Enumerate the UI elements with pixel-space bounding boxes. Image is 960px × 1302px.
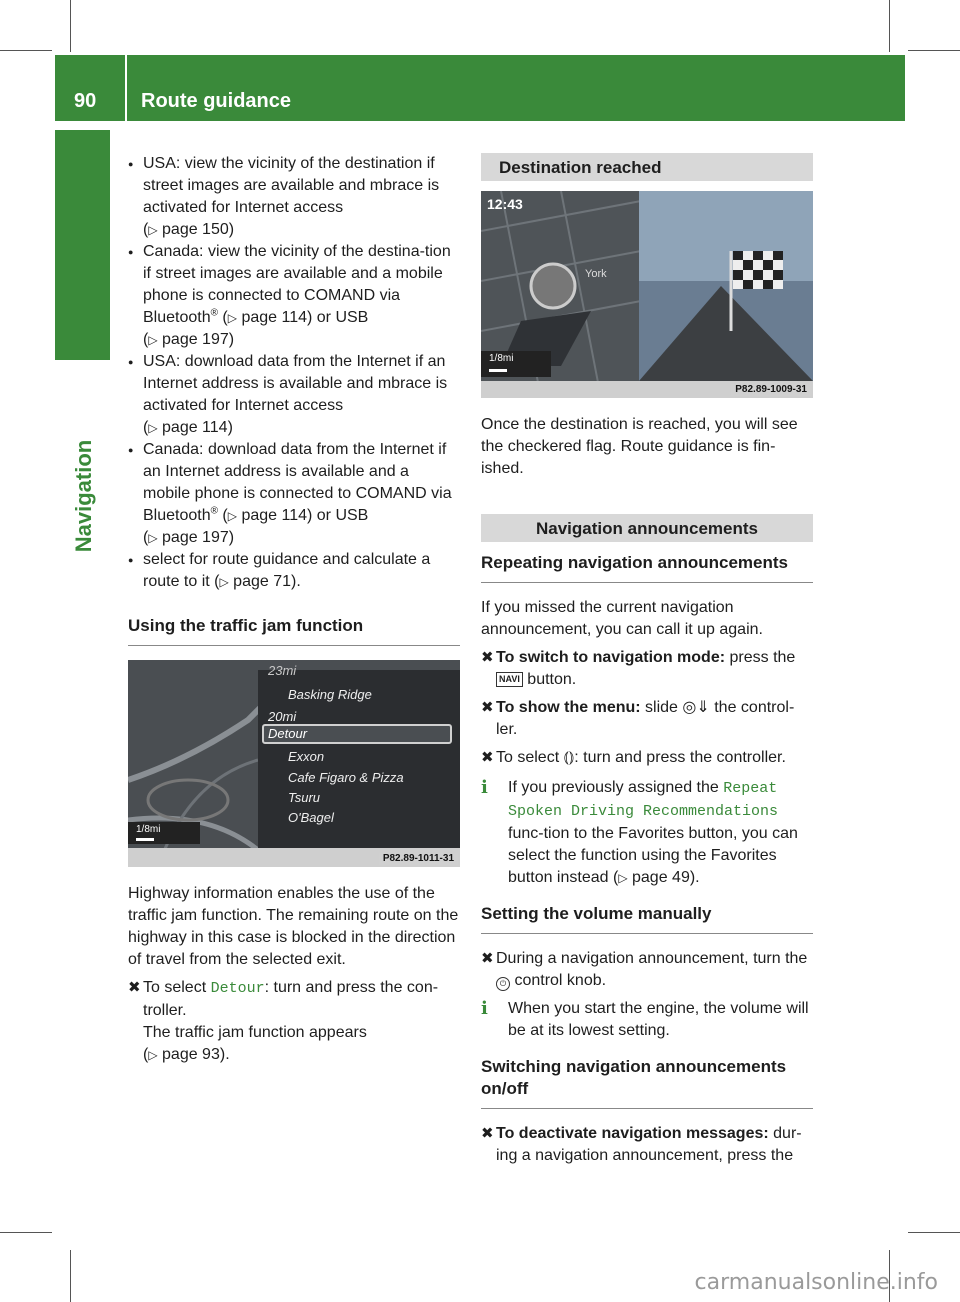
section-box-heading: Destination reached	[481, 153, 813, 181]
paragraph: Once the destination is reached, you will see the checkered flag. Route guidance is fin-ished.	[481, 416, 798, 477]
watermark: carmanualsonline.info	[694, 1270, 938, 1295]
crop-mark	[0, 50, 52, 51]
crop-mark	[889, 0, 890, 52]
step-arrow-icon: ✖	[481, 699, 494, 716]
clock: 12:43	[487, 196, 523, 212]
step-arrow-icon: ✖	[128, 979, 141, 996]
step-arrow-icon: ✖	[481, 649, 494, 666]
step-arrow-icon: ✖	[481, 1125, 494, 1142]
map-scale: 1/8mi	[136, 824, 161, 835]
chapter-label: Navigation	[71, 439, 96, 553]
instruction-step: ✖ To select Detour: turn and press the con-troller. The traffic jam function appears (▷ page 93).	[128, 979, 439, 1063]
instruction-step: ✖ To deactivate navigation messages: dur-ing a navigation announcement, press the	[481, 1125, 802, 1164]
menu-item[interactable]: O'Bagel	[288, 810, 334, 825]
list-item: ● Canada: download data from the Internet if an Internet address is available and a mobile phone is connected to COMAND via Bluetooth® (▷ page 114) or USB (▷ page 197)	[128, 439, 460, 549]
left-column	[128, 153, 460, 1066]
header-divider	[125, 55, 127, 121]
instruction-step: ✖ During a navigation announcement, turn the ⏻ control knob.	[481, 950, 808, 989]
controller-slide-icon: ◎⇓	[682, 699, 710, 716]
paragraph: Highway information enables the use of the traffic jam function. The remaining route on the highway in this case is blocked in the direction of travel from the selected exit.	[128, 885, 459, 968]
section-heading: Using the traffic jam function	[128, 615, 460, 646]
section-box-heading: Navigation announcements	[481, 514, 813, 542]
info-icon: i	[481, 998, 488, 1019]
destination-graphic	[481, 191, 813, 398]
instruction-step: ✖ To show the menu: slide ◎⇓ the control-ler.	[481, 699, 795, 738]
paragraph: If you missed the current navigation announcement, you can call it up again.	[481, 599, 763, 638]
map-scale: 1/8mi	[489, 353, 514, 364]
section-heading: Switching navigation announcements on/off	[481, 1056, 813, 1109]
navi-key-icon: NAVI	[496, 672, 523, 687]
crop-mark	[908, 50, 960, 51]
step-arrow-icon: ✖	[481, 749, 494, 766]
crop-mark	[70, 1250, 71, 1302]
step-arrow-icon: ✖	[481, 950, 494, 967]
section-heading: Repeating navigation announcements	[481, 552, 813, 583]
traffic-screen-image	[128, 660, 460, 867]
info-note: i If you previously assigned the Repeat Spoken Driving Recommendations func-tion to the Favorites button, you can select the function using the Favorites button instead (▷ page 49).	[481, 777, 798, 886]
page-title: Route guidance	[141, 90, 292, 112]
voice-output-icon: ⦅⦆	[563, 749, 575, 766]
menu-item-detour[interactable]: Detour	[262, 724, 452, 744]
menu-item[interactable]: Cafe Figaro & Pizza	[288, 770, 404, 785]
page-number: 90	[74, 90, 97, 112]
list-item: ● Canada: view the vicinity of the destina-tion if street images are available and a mobile phone is connected to COMAND via Bluetooth® (▷ page 114) or USB (▷ page 197)	[128, 241, 460, 351]
info-note: i When you start the engine, the volume will be at its lowest setting.	[481, 998, 809, 1039]
section-heading: Setting the volume manually	[481, 903, 813, 934]
menu-item[interactable]: Tsuru	[288, 790, 321, 805]
list-item: ● USA: download data from the Internet if an Internet address is available and mbrace is activated for Internet access (▷ page 114)	[128, 351, 460, 439]
crop-mark	[908, 1232, 960, 1233]
chapter-tab	[55, 130, 110, 360]
menu-item[interactable]: Basking Ridge	[288, 687, 372, 702]
instruction-step: ✖ To switch to navigation mode: press the NAVI button.	[481, 649, 796, 688]
info-icon: i	[481, 777, 488, 798]
destination-screen-image	[481, 191, 813, 398]
on-off-knob-icon: ⏻	[496, 977, 510, 991]
menu-item[interactable]: Exxon	[288, 749, 325, 764]
menu-item: 20mi	[268, 709, 297, 724]
distance-label: 23mi	[268, 663, 297, 678]
right-column	[481, 153, 813, 1167]
image-caption: P82.89-1009-31	[731, 384, 811, 396]
image-caption: P82.89-1011-31	[379, 853, 458, 865]
list-item: ● USA: view the vicinity of the destination if street images are available and mbrace is activated for Internet access (▷ page 150)	[128, 153, 460, 241]
map-label: York	[585, 268, 607, 280]
crop-mark	[0, 1232, 52, 1233]
instruction-step: ✖ To select ⦅⦆: turn and press the controller.	[481, 747, 813, 769]
crop-mark	[70, 0, 71, 52]
list-item: ● select for route guidance and calculate a route to it (▷ page 71).	[128, 549, 460, 593]
